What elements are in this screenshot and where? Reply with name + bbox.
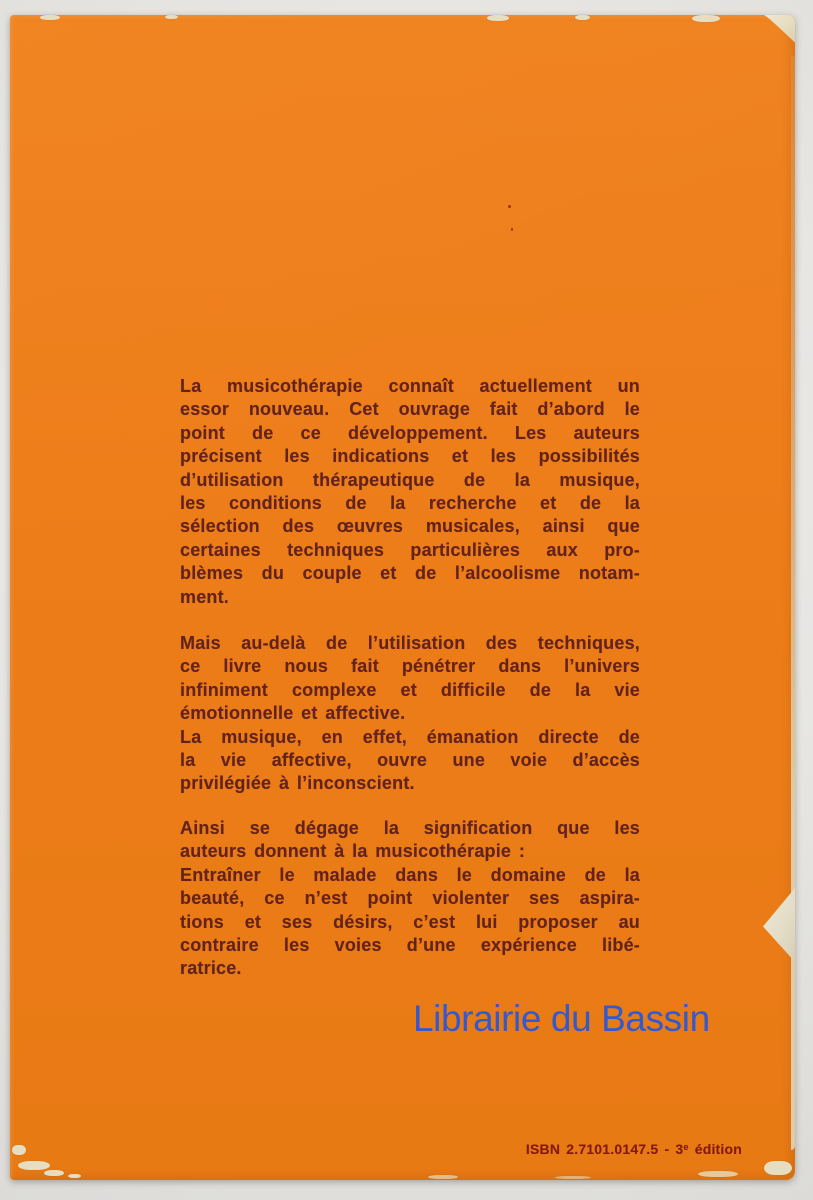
- blurb-line: d’utilisation thérapeutique de la musique,: [180, 469, 640, 490]
- blurb-line: point de ce développement. Les auteurs: [180, 422, 640, 443]
- blurb-line: sélection des œuvres musicales, ainsi que: [180, 516, 640, 537]
- blurb-line: les conditions de la recherche et de la: [180, 493, 640, 514]
- wear-mark: [12, 1145, 26, 1155]
- blurb-paragraph: [180, 817, 640, 981]
- book-back-cover: [10, 15, 795, 1180]
- wear-mark: [68, 1174, 81, 1178]
- blurb-line: auteurs donnent à la musicothérapie :: [180, 841, 526, 862]
- wear-mark: [764, 1161, 792, 1175]
- blurb-line: essor nouveau. Cet ouvrage fait d’abord le: [180, 399, 640, 420]
- blurb-line: ment.: [180, 586, 230, 607]
- blurb-line: Mais au-delà de l’utilisation des techniques,: [180, 633, 640, 653]
- corner-chip: [759, 15, 795, 45]
- blurb-line: privilégiée à l’inconscient.: [180, 773, 415, 794]
- blurb-line: infiniment complexe et difficile de la vie: [180, 679, 640, 700]
- wear-mark: [44, 1170, 64, 1176]
- blurb-line: ce livre nous fait pénétrer dans l’univers: [180, 656, 640, 677]
- isbn-edition: édition: [688, 1141, 742, 1157]
- blurb-line: La musicothérapie connaît actuellement un: [180, 376, 640, 396]
- blurb-line: tions et ses désirs, c’est lui proposer au: [180, 911, 640, 932]
- blurb-line: contraire les voies d’une expérience libé-: [180, 935, 640, 956]
- page-edge-strip: [791, 55, 795, 1150]
- blurb-paragraph: [180, 375, 640, 609]
- wear-mark: [40, 15, 60, 20]
- isbn-superscript: e: [683, 1142, 689, 1152]
- blurb-line: La musique, en effet, émanation directe de: [180, 726, 640, 747]
- blurb-line: certaines techniques particulières aux pro-: [180, 539, 640, 560]
- blurb-line: la vie affective, ouvre une voie d’accès: [180, 750, 640, 771]
- ink-speck: [508, 205, 511, 208]
- wear-mark: [165, 15, 178, 19]
- blurb-line: beauté, ce n’est point violenter ses aspira-: [180, 888, 640, 909]
- wear-mark: [428, 1175, 458, 1179]
- isbn-number: ISBN 2.7101.0147.5 - 3: [525, 1141, 684, 1157]
- blurb-line: Entraîner le malade dans le domaine de la: [180, 864, 640, 885]
- blurb-line: émotionnelle et affective.: [180, 703, 406, 724]
- wear-mark: [487, 15, 509, 21]
- page-notch: [763, 888, 795, 962]
- wear-mark: [692, 15, 720, 22]
- blurb-paragraph: [180, 632, 640, 796]
- blurb-line: blèmes du couple et de l’alcoolisme notam-: [180, 563, 640, 584]
- wear-mark: [575, 15, 590, 20]
- blurb-line: Ainsi se dégage la signification que les: [180, 818, 640, 838]
- bookseller-watermark: Librairie du Bassin: [413, 998, 710, 1039]
- wear-mark: [698, 1171, 738, 1177]
- wear-mark: [555, 1176, 591, 1179]
- blurb-line: ratrice.: [180, 958, 242, 979]
- ink-speck: [511, 228, 513, 231]
- wear-mark: [18, 1161, 50, 1170]
- isbn-text: [526, 1141, 742, 1157]
- blurb-line: précisent les indications et les possibilités: [180, 446, 640, 467]
